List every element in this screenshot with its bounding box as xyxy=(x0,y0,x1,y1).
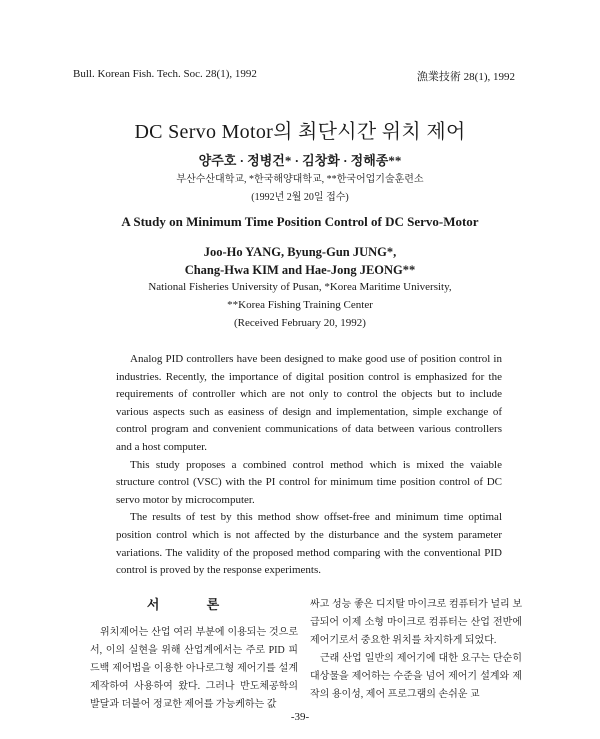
intro-left-column xyxy=(90,596,298,714)
intro-right-column xyxy=(310,596,522,704)
affiliation-korean: 부산수산대학교, *한국해양대학교, **한국어업기술훈련소 xyxy=(176,174,424,185)
intro-right-paragraph-1: 싸고 성능 좋은 디지탈 마이크로 컴퓨터가 널리 보급되어 이제 소형 마이크로 컴퓨터는 산업 전반에 제어기로서 중요한 위치를 차지하게 되었다. xyxy=(310,599,522,646)
abstract-paragraph-3: The results of test by this method show offset-free and minimum time optimal position control which is not affected by the disturbance and the system parameter variations. The validity of the proposed method comparing with the conventional PID control is proved by the response experiments. xyxy=(116,511,502,577)
abstract-paragraph-2: This study proposes a combined control method which is mixed the vaiable structure control (VSC) with the PI control for minimum time position control of DC servo motor by microcomputer. xyxy=(116,458,502,506)
intro-left-paragraph: 위치제어는 산업 여러 부분에 이용되는 것으로서, 이의 실현을 위해 산업계에서는 주로 PID 피드백 제어법을 이용한 아나로그형 제어기를 설계 제작하여 사용하여 왔다. 그러나 반도체공학의 발달과 더불어 정교한 제어를 가능케하는 값 xyxy=(90,627,298,710)
affiliation-english-line2: **Korea Fishing Training Center xyxy=(227,299,373,311)
paper-title-english: A Study on Minimum Time Position Control of DC Servo-Motor xyxy=(121,214,479,229)
section-heading-introduction: 서 론 xyxy=(146,597,242,612)
received-date-english: (Received February 20, 1992) xyxy=(234,317,366,329)
intro-right-paragraph-2: 근래 산업 일반의 제어기에 대한 요구는 단순히 대상물을 제어하는 수준을 넘어 제어기 설계와 제작의 용이성, 제어 프로그램의 손쉬운 교 xyxy=(310,653,522,700)
journal-citation-hanja: 漁業技術 28(1), 1992 xyxy=(416,71,515,83)
paper-title-korean: DC Servo Motor의 최단시간 위치 제어 xyxy=(134,121,466,143)
affiliation-english-line1: National Fisheries University of Pusan, *Korea Maritime University, xyxy=(148,281,452,293)
authors-korean: 양주호 · 정병건* · 김창화 · 정해종** xyxy=(198,153,402,168)
authors-english-line1: Joo-Ho YANG, Byung-Gun JUNG*, xyxy=(203,245,397,259)
abstract-paragraph-1: Analog PID controllers have been designed to make good use of position control in industries. Recently, the importance of digital position control is emphasized for the requirements of controller which are not only to control the objects but to include various aspects such as easiness of design and implementation, simple exchange of control program and convenient communications of data between various controllers and a host computer. xyxy=(116,353,502,453)
authors-english-line2: Chang-Hwa KIM and Hae-Jong JEONG** xyxy=(184,263,416,277)
page-number: -39- xyxy=(290,711,310,723)
received-date-korean: (1992년 2월 20일 접수) xyxy=(251,192,349,203)
journal-citation: Bull. Korean Fish. Tech. Soc. 28(1), 1992 xyxy=(73,68,257,80)
abstract xyxy=(116,351,502,580)
